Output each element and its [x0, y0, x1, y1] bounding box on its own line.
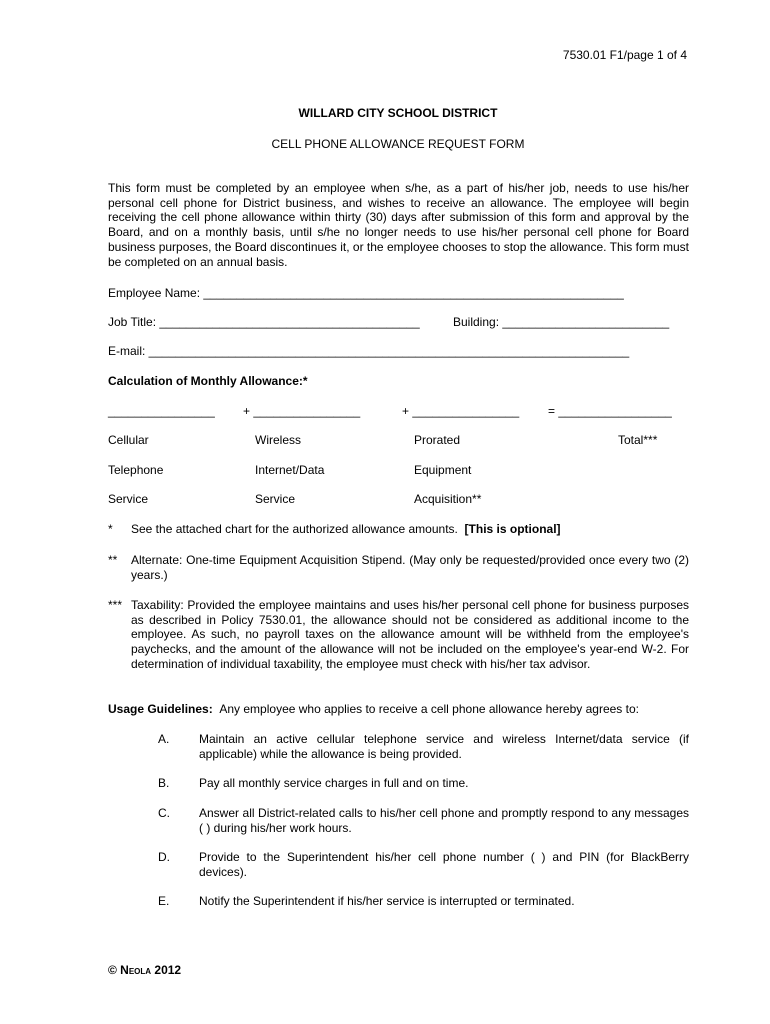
label-service-1: Service	[108, 492, 149, 506]
guideline-a-text: Maintain an active cellular telephone service and wireless Internet/data service (if applicable) while the allowance is being provided.	[199, 732, 689, 761]
employee-name-field[interactable]: Employee Name: _______________________________________________________________	[108, 286, 624, 300]
form-title: CELL PHONE ALLOWANCE REQUEST FORM	[271, 137, 525, 151]
note-1-mark: *	[108, 522, 113, 536]
usage-text: Any employee who applies to receive a cell phone allowance hereby agrees to:	[219, 702, 639, 716]
label-cellular: Cellular	[108, 433, 149, 447]
wireless-amount-blank[interactable]: + ________________	[243, 404, 361, 418]
page-reference: 7530.01 F1/page 1 of 4	[562, 48, 687, 62]
label-wireless: Wireless	[255, 433, 302, 447]
guideline-b-letter: B.	[158, 776, 170, 790]
email-field[interactable]: E-mail: ________________________________________________________________________	[108, 344, 630, 358]
label-internet-data: Internet/Data	[255, 463, 325, 477]
equipment-amount-blank[interactable]: + ________________	[402, 404, 520, 418]
intro-paragraph: This form must be completed by an employee when s/he, as a part of his/her job, needs to use his/her personal cell phone for District business, and wishes to receive an allowance. The employee will begin receiving the cell phone allowance within thirty (30) days after submission of this form and approval by the Board, and on a monthly basis, until s/he no longer needs to use his/her personal cell phone for Board business purposes, the Board discontinues it, or the employee chooses to stop the allowance. This form must be completed on an annual basis.	[108, 181, 689, 269]
label-telephone: Telephone	[108, 463, 164, 477]
usage-label: Usage Guidelines:	[108, 702, 213, 716]
guideline-e-text: Notify the Superintendent if his/her service is interrupted or terminated.	[199, 894, 575, 908]
guideline-d-letter: D.	[158, 850, 170, 864]
usage-intro	[108, 702, 639, 717]
label-prorated: Prorated	[414, 433, 461, 447]
building-field[interactable]: Building: _________________________	[453, 315, 670, 329]
note-3-mark: ***	[108, 598, 123, 612]
note-1-optional: [This is optional]	[464, 522, 561, 536]
copyright-footer: © Neola 2012	[108, 963, 182, 977]
guideline-d-text: Provide to the Superintendent his/her cell phone number ( ) and PIN (for BlackBerry devices).	[199, 850, 689, 879]
cellular-amount-blank[interactable]: ________________	[108, 404, 215, 418]
guideline-a-letter: A.	[158, 732, 170, 746]
label-acquisition: Acquisition**	[414, 492, 482, 506]
note-2-text: Alternate: One-time Equipment Acquisition Stipend. (May only be requested/provided once every two (2) years.)	[131, 553, 689, 582]
guideline-c-letter: C.	[158, 806, 170, 820]
label-equipment: Equipment	[414, 463, 472, 477]
guideline-b-text: Pay all monthly service charges in full and on time.	[199, 776, 469, 790]
note-1-body: See the attached chart for the authorized allowance amounts.	[131, 522, 458, 536]
calculation-heading: Calculation of Monthly Allowance:*	[108, 374, 308, 388]
total-amount-blank[interactable]: = _________________	[548, 404, 672, 418]
note-2-mark: **	[108, 553, 118, 567]
label-total: Total***	[618, 433, 658, 447]
note-1-text	[131, 522, 689, 537]
job-title-field[interactable]: Job Title: _______________________________________	[108, 315, 420, 329]
district-title: WILLARD CITY SCHOOL DISTRICT	[298, 106, 498, 120]
guideline-c-text: Answer all District-related calls to his/her cell phone and promptly respond to any messages ( ) during his/her work hours.	[199, 806, 689, 835]
guideline-e-letter: E.	[158, 894, 170, 908]
note-3-text: Taxability: Provided the employee maintains and uses his/her personal cell phone for business purposes as described in Policy 7530.01, the allowance should not be considered as additional income to the employee. As such, no payroll taxes on the allowance amount will be withheld from the employee's paychecks, and the amount of the allowance will not be included on the employee's year-end W-2. For determination of individual taxability, the employee must check with his/her tax advisor.	[131, 598, 689, 671]
label-service-2: Service	[255, 492, 296, 506]
